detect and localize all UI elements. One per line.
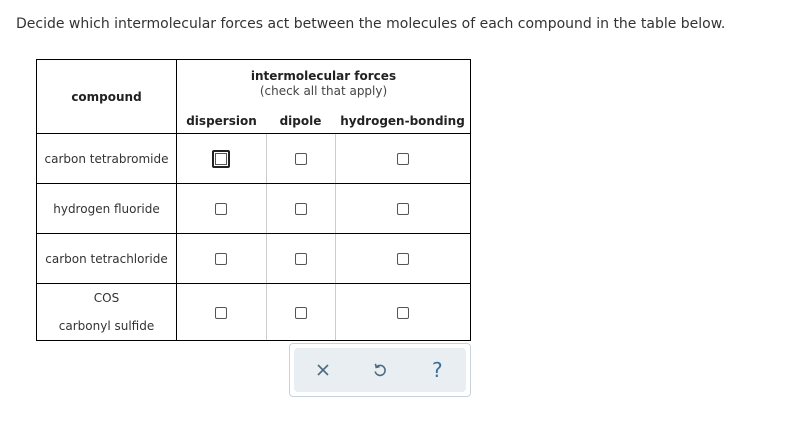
compound-name-cell [37, 134, 177, 184]
checkbox-dispersion[interactable] [215, 203, 227, 215]
table-row [37, 184, 471, 234]
cell-dipole [266, 134, 335, 184]
answer-toolbar-inner [294, 348, 466, 392]
table-row [37, 284, 471, 341]
column-dispersion: dispersion [177, 108, 267, 134]
help-button[interactable] [417, 352, 457, 388]
checkbox-dipole[interactable] [295, 203, 307, 215]
cell-dispersion [177, 284, 267, 341]
cell-hydrogen-bonding [335, 134, 471, 184]
checkbox-dispersion[interactable] [215, 307, 227, 319]
cell-dispersion [177, 134, 267, 184]
cell-hydrogen-bonding [335, 184, 471, 234]
checkbox-dispersion[interactable] [212, 150, 230, 168]
cell-hydrogen-bonding [335, 234, 471, 284]
help-icon: ? [432, 358, 443, 382]
checkbox-hydrogen-bonding[interactable] [397, 203, 409, 215]
checkbox-hydrogen-bonding[interactable] [397, 307, 409, 319]
compound-name-cell [37, 234, 177, 284]
checkbox-dipole[interactable] [295, 153, 307, 165]
column-dipole: dipole [266, 108, 335, 134]
column-hydrogen-bonding: hydrogen-bonding [335, 108, 471, 134]
cell-dispersion [177, 184, 267, 234]
table-row [37, 134, 471, 184]
answer-toolbar [289, 343, 471, 397]
table-row [37, 234, 471, 284]
compound-name: carbon tetrachloride [45, 251, 168, 266]
compound-name-cell [37, 184, 177, 234]
cell-dipole [266, 234, 335, 284]
compound-name: carbon tetrabromide [44, 151, 169, 166]
checkbox-dipole[interactable] [295, 253, 307, 265]
cell-dipole [266, 284, 335, 341]
forces-header-subtitle: (check all that apply) [259, 84, 388, 98]
compound-formula: COS [93, 291, 120, 305]
compound-name: carbonyl sulfide [58, 319, 155, 333]
forces-column-header [177, 60, 471, 109]
checkbox-dispersion[interactable] [215, 253, 227, 265]
undo-button[interactable] [360, 352, 400, 388]
cell-hydrogen-bonding [335, 284, 471, 341]
clear-button[interactable] [303, 352, 343, 388]
checkbox-hydrogen-bonding[interactable] [397, 153, 409, 165]
compound-name: hydrogen fluoride [53, 201, 160, 216]
cell-dispersion [177, 234, 267, 284]
cell-dipole [266, 184, 335, 234]
undo-icon [372, 362, 388, 378]
compound-column-header: compound [37, 60, 177, 134]
forces-header-title: intermolecular forces [250, 69, 397, 83]
forces-table [36, 59, 471, 341]
checkbox-hydrogen-bonding[interactable] [397, 253, 409, 265]
close-icon [316, 363, 330, 377]
question-prompt: Decide which intermolecular forces act between the molecules of each compound in the table below. [16, 16, 726, 32]
checkbox-dipole[interactable] [295, 307, 307, 319]
compound-name-cell [37, 284, 177, 341]
